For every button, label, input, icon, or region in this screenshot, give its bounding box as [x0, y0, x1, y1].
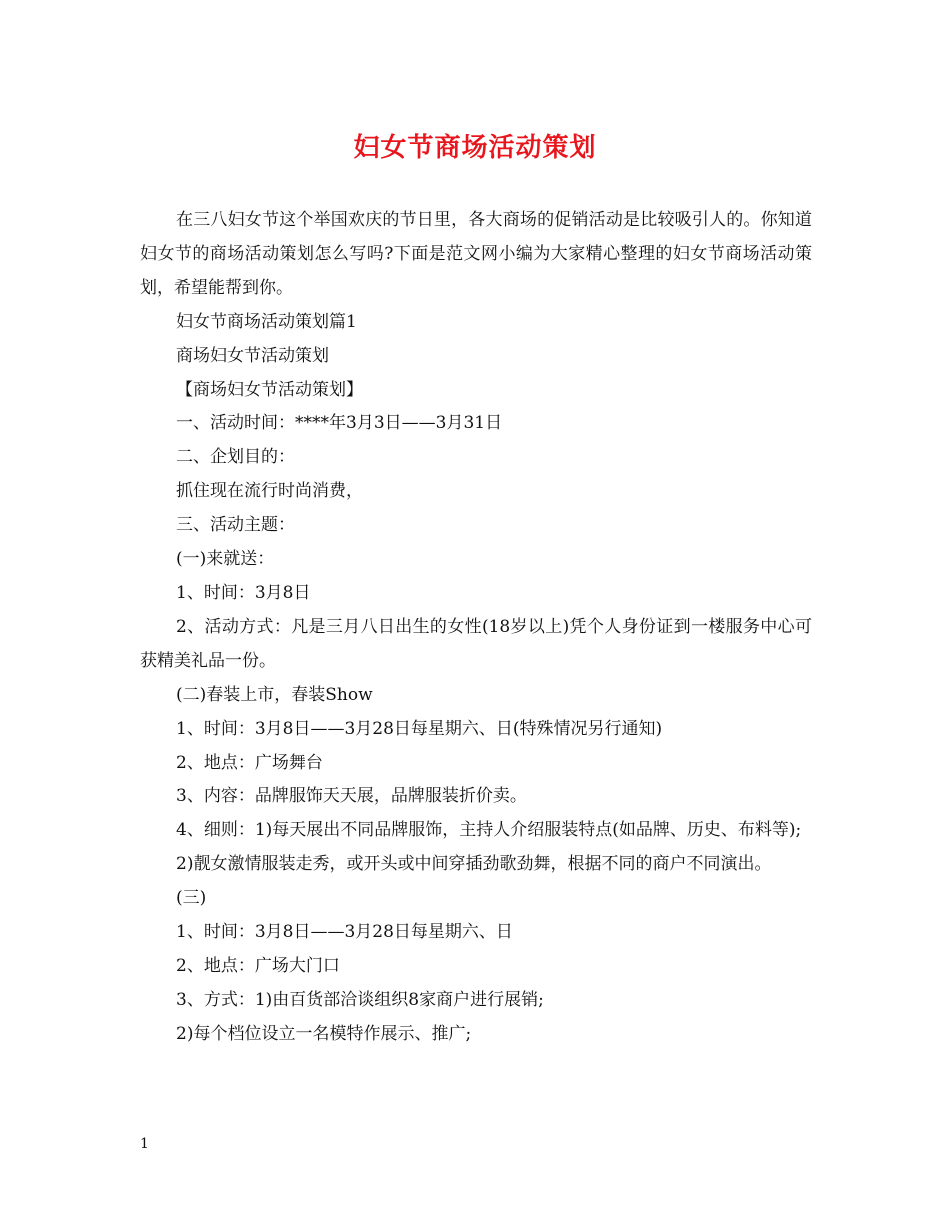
paragraph-theme-one-method: 2、活动方式：凡是三月八日出生的女性(18岁以上)凭个人身份证到一楼服务中心可获精美礼品一份。 [140, 616, 812, 671]
paragraph-theme-heading: 三、活动主题： [176, 515, 295, 536]
paragraph-intro: 在三八妇女节这个举国欢庆的节日里，各大商场的促销活动是比较吸引人的。你知道妇女节的商场活动策划怎么写吗?下面是范文网小编为大家精心整理的妇女节商场活动策划，希望能帮到你。 [140, 210, 812, 298]
paragraph-subtitle: 商场妇女节活动策划 [176, 345, 329, 366]
paragraph-bracket-title: 【商场妇女节活动策划】 [176, 379, 363, 400]
paragraph-theme-three-time: 1、时间：3月8日——3月28日每星期六、日 [176, 922, 513, 943]
paragraph-theme-three-method-two: 2)每个档位设立一名模特作展示、推广; [176, 1023, 472, 1044]
paragraph-theme-two-rules-two: 2)靓女激情服装走秀，或开头或中间穿插劲歌劲舞，根据不同的商户不同演出。 [176, 854, 772, 875]
paragraph-theme-three: (三) [176, 888, 207, 909]
paragraph-purpose: 抓住现在流行时尚消费， [176, 481, 363, 502]
document-body [140, 204, 812, 1052]
page-number: 1 [140, 1136, 149, 1152]
paragraph-theme-two: (二)春装上市，春装Show [176, 684, 373, 705]
paragraph-purpose-heading: 二、企划目的： [176, 447, 295, 468]
paragraph-theme-one-time: 1、时间：3月8日 [176, 582, 311, 603]
document-title: 妇女节商场活动策划 [353, 133, 597, 163]
paragraph-section-heading: 妇女节商场活动策划篇1 [176, 311, 357, 332]
paragraph-theme-two-location: 2、地点：广场舞台 [176, 752, 323, 773]
paragraph-activity-time: 一、活动时间：****年3月3日——3月31日 [176, 413, 503, 434]
paragraph-theme-two-rules: 4、细则：1)每天展出不同品牌服饰，主持人介绍服装特点(如品牌、历史、布料等); [176, 820, 802, 841]
paragraph-theme-two-time: 1、时间：3月8日——3月28日每星期六、日(特殊情况另行通知) [176, 718, 663, 739]
paragraph-theme-three-method: 3、方式：1)由百货部洽谈组织8家商户进行展销; [176, 989, 544, 1010]
paragraph-theme-one: (一)来就送： [176, 549, 275, 570]
paragraph-theme-three-location: 2、地点：广场大门口 [176, 955, 340, 976]
paragraph-theme-two-content: 3、内容：品牌服饰天天展，品牌服装折价卖。 [176, 786, 527, 807]
